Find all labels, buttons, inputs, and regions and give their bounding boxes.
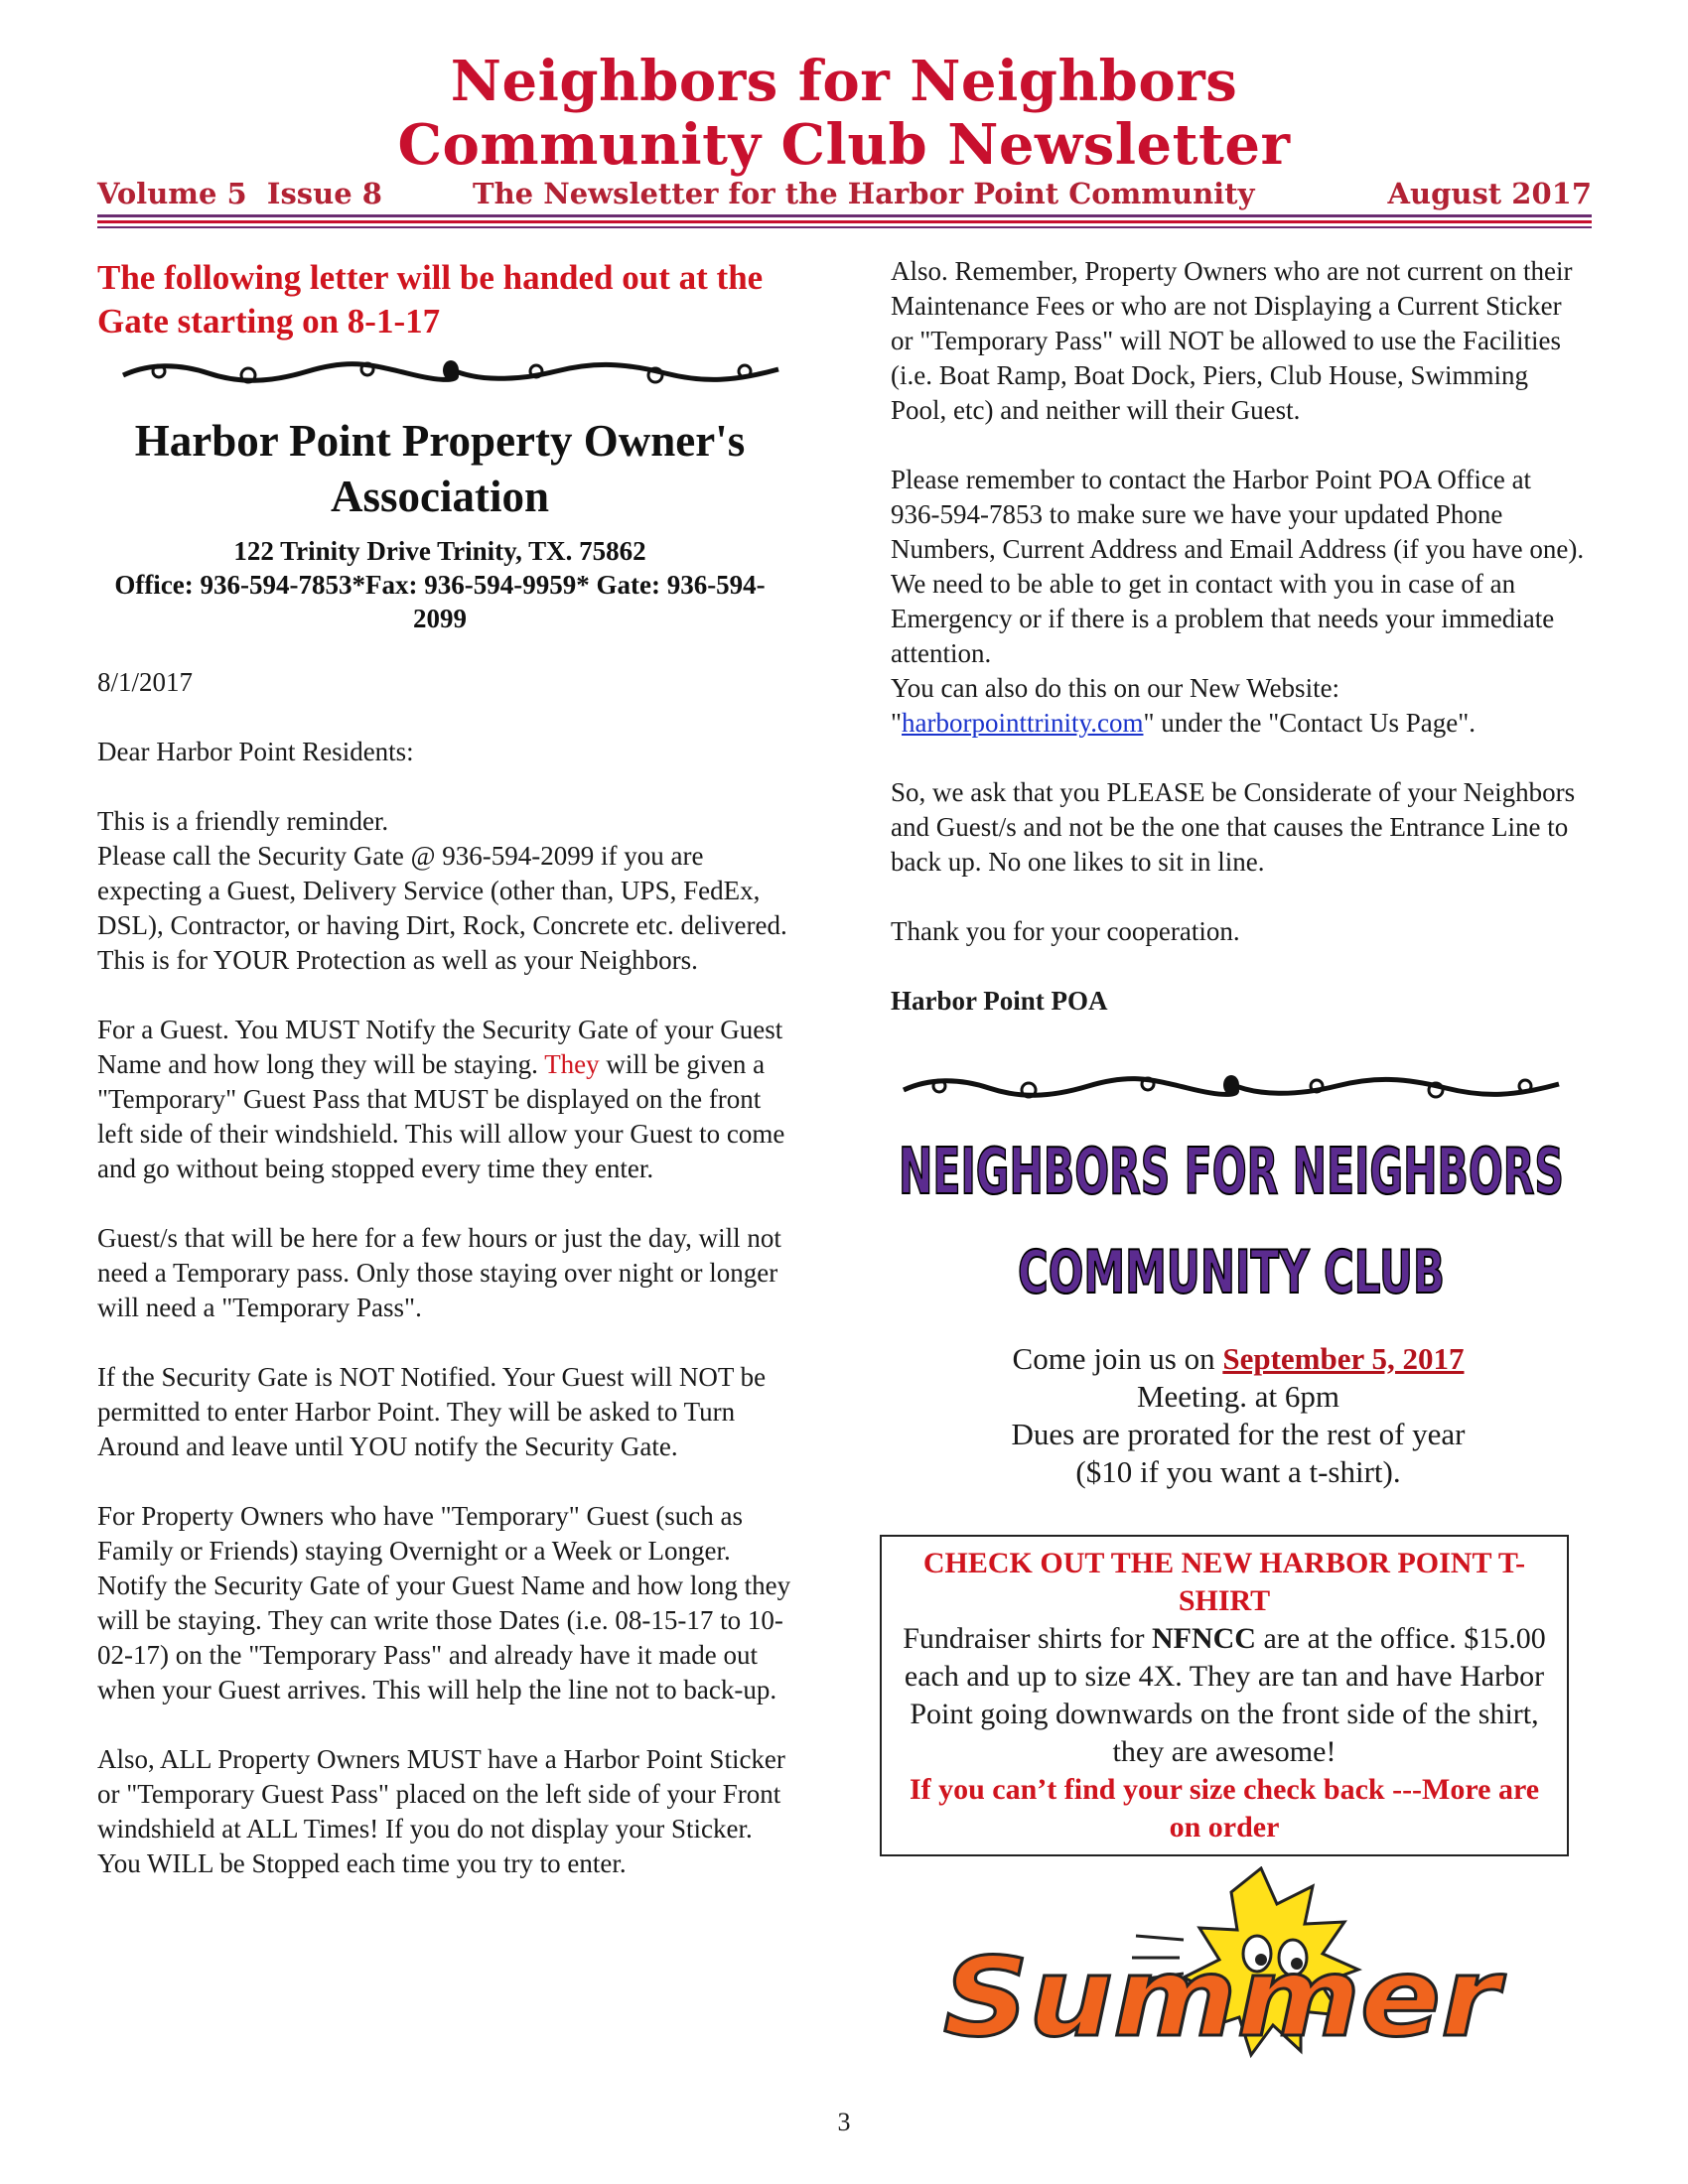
paragraph: If the Security Gate is NOT Notified. Your Guest will NOT be permitted to enter Harbor Point. They will be asked to Turn Around and leave until YOU notify the Security Gate. <box>97 1362 767 1461</box>
meeting-time: Meeting. at 6pm <box>1136 1379 1340 1414</box>
right-column <box>891 254 1586 1019</box>
org-name <box>97 413 782 524</box>
paragraph: Also, ALL Property Owners MUST have a Harbor Point Sticker or "Temporary Guest Pass" placed on the left side of your Front windshield at ALL Times! If you do not display your Sticker. You WILL be Stopped each time you try to enter. <box>97 1744 785 1878</box>
org-contacts: Office: 936-594-7853*Fax: 936-594-9959* Gate: 936-594-2099 <box>114 570 766 633</box>
letter-header <box>97 413 782 635</box>
signoff: Harbor Point POA <box>891 986 1108 1016</box>
left-column <box>97 256 782 343</box>
paragraph <box>97 1013 792 1186</box>
newsletter-title-line2: Community Club Newsletter <box>397 112 1291 178</box>
masthead <box>0 50 1688 177</box>
dues-line2: ($10 if you want a t-shirt). <box>1075 1454 1401 1489</box>
volume-issue <box>97 177 382 210</box>
tagline: The Newsletter for the Harbor Point Community <box>473 177 1255 210</box>
meeting-announcement <box>891 1340 1586 1491</box>
text-span: Come join us on <box>1012 1341 1215 1376</box>
tshirt-note: If you can’t find your size check back ---More are on order <box>909 1773 1540 1843</box>
org-name-line2: Association <box>330 472 549 521</box>
paragraph: This is a friendly reminder. <box>97 806 389 836</box>
paragraph: Guest/s that will be here for a few hours or just the day, will not need a Temporary pass. Only those staying over night or longer will need a "Temporary Pass". <box>97 1223 781 1322</box>
masthead-divider <box>97 214 1592 231</box>
text-span: For a Guest. You MUST Notify the Security Gate of your Guest Name and how long they will be staying. <box>97 1015 783 1079</box>
club-logo <box>884 1122 1579 1320</box>
org-name-line1: Harbor Point Property Owner's <box>134 416 746 466</box>
letter-body <box>97 665 792 1916</box>
salutation: Dear Harbor Point Residents: <box>97 737 414 766</box>
page-number: 3 <box>837 2108 851 2136</box>
meeting-line <box>891 1340 1586 1378</box>
letter-intro-heading: The following letter will be handed out at the Gate starting on 8-1-17 <box>97 258 764 341</box>
scroll-divider-ornament <box>900 1074 1563 1100</box>
club-logo-line1: NEIGHBORS FOR NEIGHBORS <box>899 1136 1564 1209</box>
paragraph <box>891 671 1586 741</box>
text-span: will be given a "Temporary" Guest Pass that MUST be displayed on the front left side of their windshield. This will allow your Guest to come and go without being stopped every time they enter. <box>97 1049 785 1183</box>
paragraph: So, we ask that you PLEASE be Considerate of your Neighbors and Guest/s and not be the one that causes the Entrance Line to back up. No one likes to sit in line. <box>891 777 1576 877</box>
text-span: " under the "Contact Us Page". <box>1143 708 1476 738</box>
paragraph: Please remember to contact the Harbor Point POA Office at 936-594-7853 to make sure we have your updated Phone Numbers, Current Address and Email Address (if you have one). We need to be able to get in contact with you in case of an Emergency or if there is a problem that needs your immediate attention. <box>891 465 1585 668</box>
scroll-divider-ornament <box>119 359 782 385</box>
text-span: You can also do this on our New Website: " <box>891 673 1340 738</box>
paragraph: Thank you for your cooperation. <box>891 916 1240 946</box>
issue-info-bar <box>97 177 1592 216</box>
issue-date: August 2017 <box>1387 177 1592 210</box>
newsletter-title-line1: Neighbors for Neighbors <box>450 49 1238 114</box>
summer-logo-text: Summer <box>943 1934 1506 2061</box>
issue-label: Issue 8 <box>266 177 382 210</box>
meeting-date: September 5, 2017 <box>1222 1341 1465 1376</box>
text-span: Fundraiser shirts for <box>903 1622 1145 1655</box>
org-acronym: NFNCC <box>1151 1622 1256 1655</box>
website-link[interactable]: harborpointtrinity.com <box>902 708 1144 738</box>
paragraph: Please call the Security Gate @ 936-594-2099 if you are expecting a Guest, Delivery Service (other than, UPS, FedEx, DSL), Contractor, or having Dirt, Rock, Concrete etc. delivered. This is for YOUR Protection as well as your Neighbors. <box>97 841 787 975</box>
summer-clipart <box>923 1866 1539 2065</box>
paragraph: Also. Remember, Property Owners who are not current on their Maintenance Fees or who are not Displaying a Current Sticker or "Temporary Pass" will NOT be allowed to use the Facilities (i.e. Boat Ramp, Boat Dock, Piers, Club House, Swimming Pool, etc) and neither will their Guest. <box>891 256 1573 425</box>
tshirt-title: CHECK OUT THE NEW HARBOR POINT T-SHIRT <box>922 1547 1526 1617</box>
club-logo-line2: COMMUNITY CLUB <box>1018 1238 1445 1307</box>
text-span: are at the office. $15.00 each and up to size 4X. They are tan and have Harbor Point going downwards on the front side of the shirt, they are awesome! <box>904 1622 1546 1768</box>
tshirt-promo-box <box>880 1535 1569 1856</box>
dues-line1: Dues are prorated for the rest of year <box>1011 1417 1466 1451</box>
volume-label: Volume 5 <box>97 177 247 210</box>
highlight-word: They <box>544 1049 600 1079</box>
letter-date: 8/1/2017 <box>97 667 194 697</box>
paragraph: For Property Owners who have "Temporary" Guest (such as Family or Friends) staying Overnight or a Week or Longer. Notify the Security Gate of your Guest Name and how long they will be staying. They can write those Dates (i.e. 08-15-17 to 10-02-17) on the "Temporary Pass" and already have it made out when your Guest arrives. This will help the line not to back-up. <box>97 1501 791 1705</box>
org-address: 122 Trinity Drive Trinity, TX. 75862 <box>233 536 646 566</box>
tshirt-description <box>894 1620 1555 1771</box>
